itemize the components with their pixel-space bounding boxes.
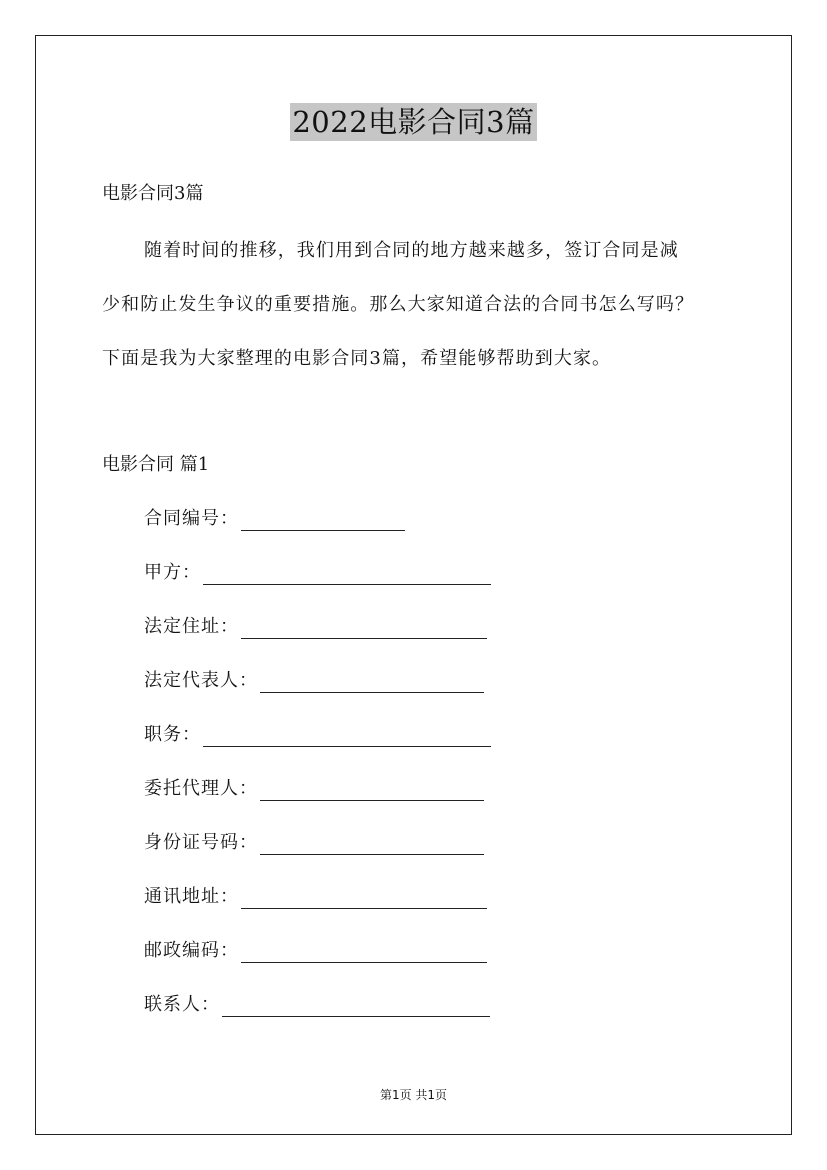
field-label: 联系人： [144,994,220,1015]
blank-line[interactable] [241,620,487,639]
section-heading: 电影合同 篇1 [102,454,210,475]
blank-line[interactable] [222,998,490,1017]
field-label: 邮政编码： [144,940,239,961]
blank-line[interactable] [203,566,491,585]
field-label: 合同编号： [144,508,239,529]
page-footer: 第1页 共1页 [379,1088,448,1102]
blank-line[interactable] [241,512,405,531]
blank-line[interactable] [260,836,484,855]
field-postal-code [144,939,487,963]
intro-line-1: 随着时间的推移，我们用到合同的地方越来越多，签订合同是减 [144,240,679,261]
field-label: 委托代理人： [144,778,258,799]
field-label: 通讯地址： [144,886,239,907]
field-contract-number [144,507,405,531]
document-subtitle: 电影合同3篇 [102,183,204,204]
field-label: 职务： [144,724,201,745]
field-legal-representative [144,669,484,693]
blank-line[interactable] [203,728,491,747]
field-mailing-address [144,885,487,909]
field-label: 甲方： [144,562,201,583]
field-label: 法定代表人： [144,670,258,691]
document-title: 2022电影合同3篇 [292,105,535,139]
field-party-a [144,561,491,585]
blank-line[interactable] [260,782,484,801]
field-position [144,723,491,747]
blank-line[interactable] [241,944,487,963]
blank-line[interactable] [260,674,484,693]
title-container [0,103,827,141]
blank-line[interactable] [241,890,487,909]
field-legal-address [144,615,487,639]
intro-line-2: 少和防止发生争议的重要措施。那么大家知道合法的合同书怎么写吗？ [102,294,695,315]
field-label: 身份证号码： [144,832,258,853]
field-agent [144,777,484,801]
field-label: 法定住址： [144,616,239,637]
field-id-number [144,831,484,855]
field-contact-person [144,993,490,1017]
intro-line-3: 下面是我为大家整理的电影合同3篇，希望能够帮助到大家。 [102,348,612,369]
